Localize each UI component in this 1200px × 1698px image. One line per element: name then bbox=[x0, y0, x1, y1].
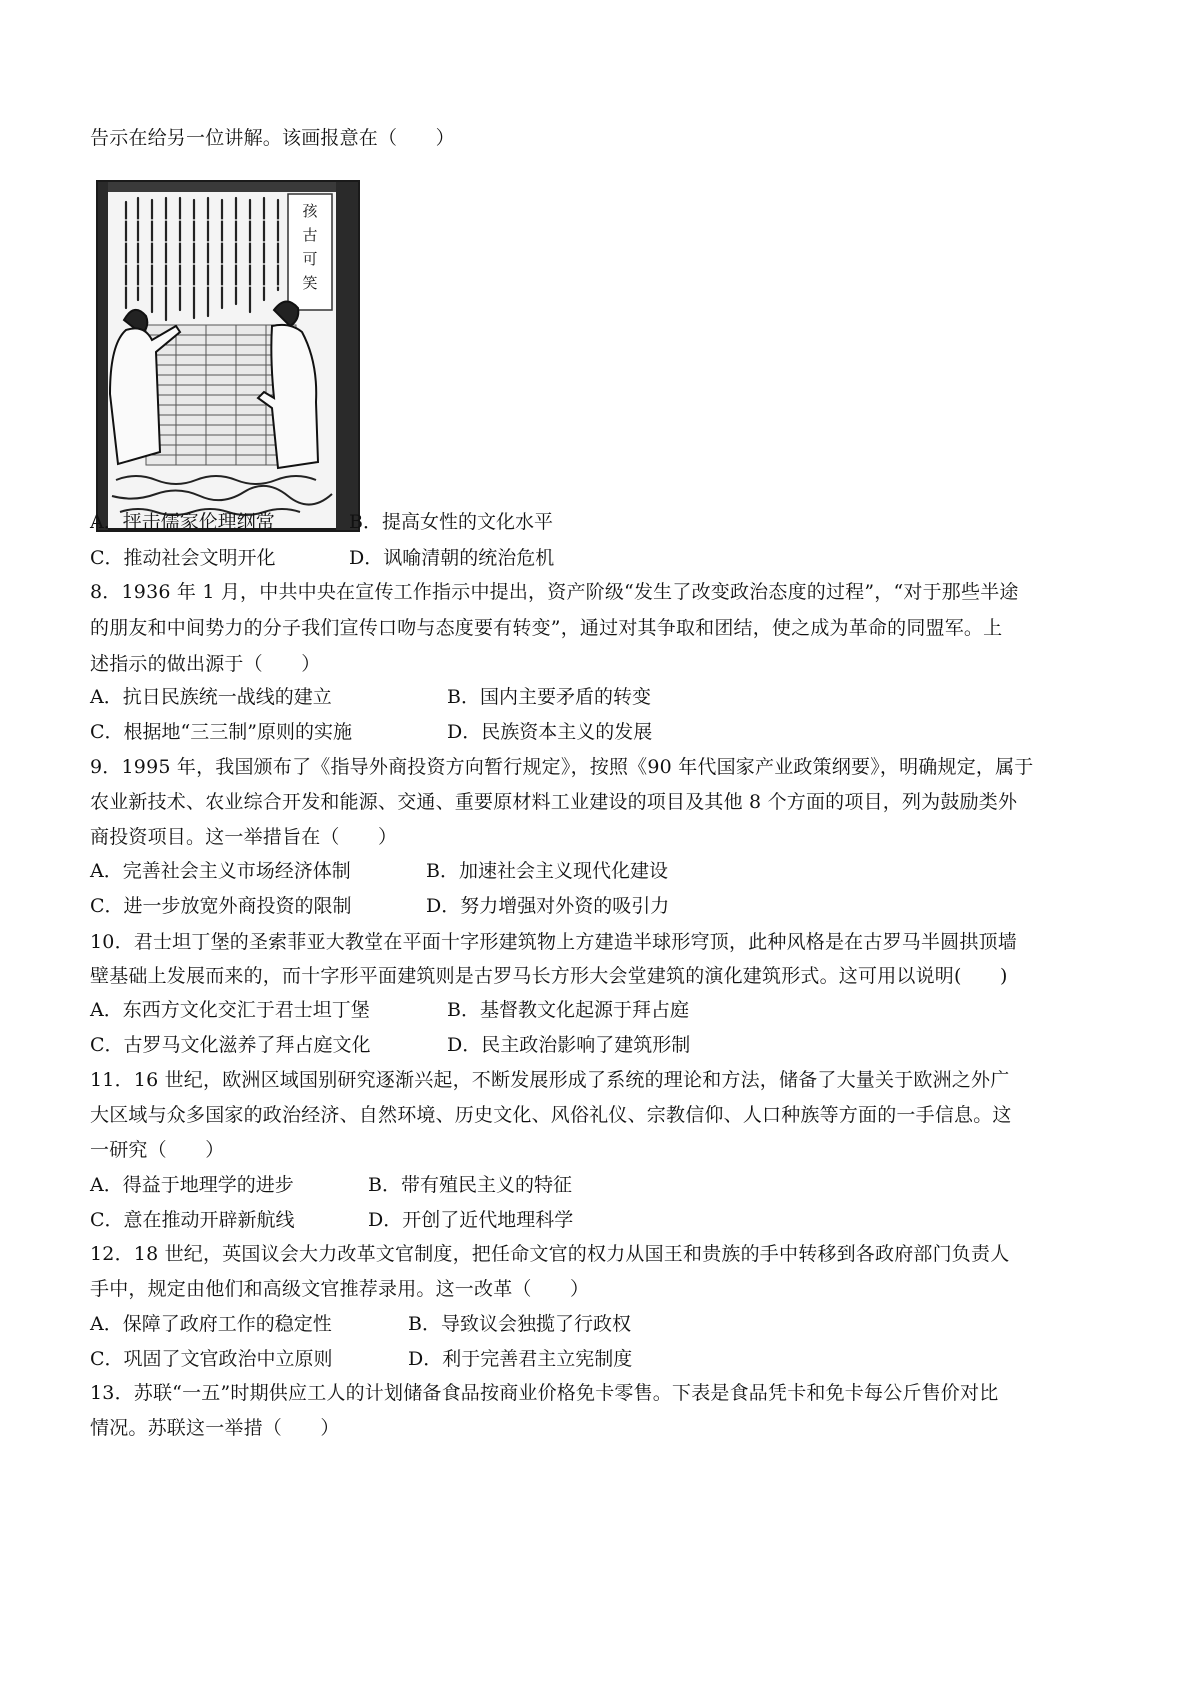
q8-option-d[interactable]: D．民族资本主义的发展 bbox=[447, 721, 653, 743]
q11-option-a[interactable]: A．得益于地理学的进步 bbox=[90, 1174, 294, 1196]
q10-option-b[interactable]: B．基督教文化起源于拜占庭 bbox=[447, 999, 689, 1021]
q9-stem-line-1: 9．1995 年，我国颁布了《指导外商投资方向暂行规定》，按照《90 年代国家产业政策纲要》，明确规定，属于 bbox=[90, 756, 1034, 778]
q12-option-b[interactable]: B．导致议会独揽了行政权 bbox=[408, 1313, 631, 1335]
q8-option-c[interactable]: C．根据地“三三制”原则的实施 bbox=[90, 721, 352, 743]
q12-option-c[interactable]: C．巩固了文官政治中立原则 bbox=[90, 1348, 333, 1370]
q11-stem-line-3: 一研究（ ） bbox=[90, 1139, 225, 1161]
q10-stem-line-2: 壁基础上发展而来的，而十字形平面建筑则是古罗马长方形大会堂建筑的演化建筑形式。这可用以说明( ) bbox=[90, 965, 1008, 987]
figure-caption-char-3: 可 bbox=[302, 250, 318, 268]
q9-option-a[interactable]: A．完善社会主义市场经济体制 bbox=[90, 860, 351, 882]
figure-caption-char-1: 孩 bbox=[302, 202, 318, 220]
q9-stem-line-2: 农业新技术、农业综合开发和能源、交通、重要原材料工业建设的项目及其他 8 个方面的项目，列为鼓励类外 bbox=[90, 791, 1018, 813]
q12-stem-line-1: 12．18 世纪，英国议会大力改革文官制度，把任命文官的权力从国王和贵族的手中转移到各政府部门负责人 bbox=[90, 1243, 1010, 1265]
q10-option-a[interactable]: A．东西方文化交汇于君士坦丁堡 bbox=[90, 999, 370, 1021]
q13-stem-line-1: 13．苏联“一五”时期供应工人的计划储备食品按商业价格免卡零售。下表是食品凭卡和免卡每公斤售价对比 bbox=[90, 1382, 999, 1404]
q8-option-a[interactable]: A．抗日民族统一战线的建立 bbox=[90, 686, 332, 708]
q11-option-b[interactable]: B．带有殖民主义的特征 bbox=[368, 1174, 572, 1196]
q12-option-d[interactable]: D．利于完善君主立宪制度 bbox=[408, 1348, 633, 1370]
q9-stem-line-3: 商投资项目。这一举措旨在（ ） bbox=[90, 826, 398, 848]
q7-option-c[interactable]: C．推动社会文明开化 bbox=[90, 547, 276, 569]
q8-stem-line-2: 的朋友和中间势力的分子我们宣传口吻与态度要有转变”，通过对其争取和团结，使之成为革命的同盟军。上 bbox=[90, 617, 1003, 639]
q9-option-d[interactable]: D．努力增强对外资的吸引力 bbox=[426, 895, 670, 917]
q8-stem-line-3: 述指示的做出源于（ ） bbox=[90, 653, 321, 675]
q9-option-c[interactable]: C．进一步放宽外商投资的限制 bbox=[90, 895, 352, 917]
q7-option-b[interactable]: B．提高女性的文化水平 bbox=[349, 511, 553, 533]
q7-option-d[interactable]: D．讽喻清朝的统治危机 bbox=[349, 547, 555, 569]
q9-option-b[interactable]: B．加速社会主义现代化建设 bbox=[426, 860, 668, 882]
q11-option-d[interactable]: D．开创了近代地理科学 bbox=[368, 1209, 574, 1231]
q7-option-a[interactable]: A．抨击儒家伦理纲常 bbox=[90, 511, 275, 533]
q12-option-a[interactable]: A．保障了政府工作的稳定性 bbox=[90, 1313, 332, 1335]
q10-stem-line-1: 10．君士坦丁堡的圣索菲亚大教堂在平面十字形建筑物上方建造半球形穹顶，此种风格是在古罗马半圆拱顶墙 bbox=[90, 931, 1017, 953]
q11-stem-line-2: 大区域与众多国家的政治经济、自然环境、历史文化、风俗礼仪、宗教信仰、人口种族等方面的一手信息。这 bbox=[90, 1104, 1012, 1126]
q12-stem-line-2: 手中，规定由他们和高级文官推荐录用。这一改革（ ） bbox=[90, 1278, 590, 1300]
q8-stem-line-1: 8．1936 年 1 月，中共中央在宣传工作指示中提出，资产阶级“发生了改变政治态度的过程”，“对于那些半途 bbox=[90, 581, 1019, 603]
q10-option-d[interactable]: D．民主政治影响了建筑形制 bbox=[447, 1034, 691, 1056]
q10-option-c[interactable]: C．古罗马文化滋养了拜占庭文化 bbox=[90, 1034, 371, 1056]
figure-caption-char-4: 笑 bbox=[302, 274, 318, 292]
q11-stem-line-1: 11．16 世纪，欧洲区域国别研究逐渐兴起，不断发展形成了系统的理论和方法，储备了大量关于欧洲之外广 bbox=[90, 1069, 1010, 1091]
q8-option-b[interactable]: B．国内主要矛盾的转变 bbox=[447, 686, 651, 708]
q7-figure-image bbox=[96, 180, 360, 532]
figure-caption-char-2: 古 bbox=[302, 226, 318, 244]
q7-stem: 告示在给另一位讲解。该画报意在（ ） bbox=[90, 127, 455, 149]
q13-stem-line-2: 情况。苏联这一举措（ ） bbox=[90, 1417, 340, 1439]
q11-option-c[interactable]: C．意在推动开辟新航线 bbox=[90, 1209, 295, 1231]
